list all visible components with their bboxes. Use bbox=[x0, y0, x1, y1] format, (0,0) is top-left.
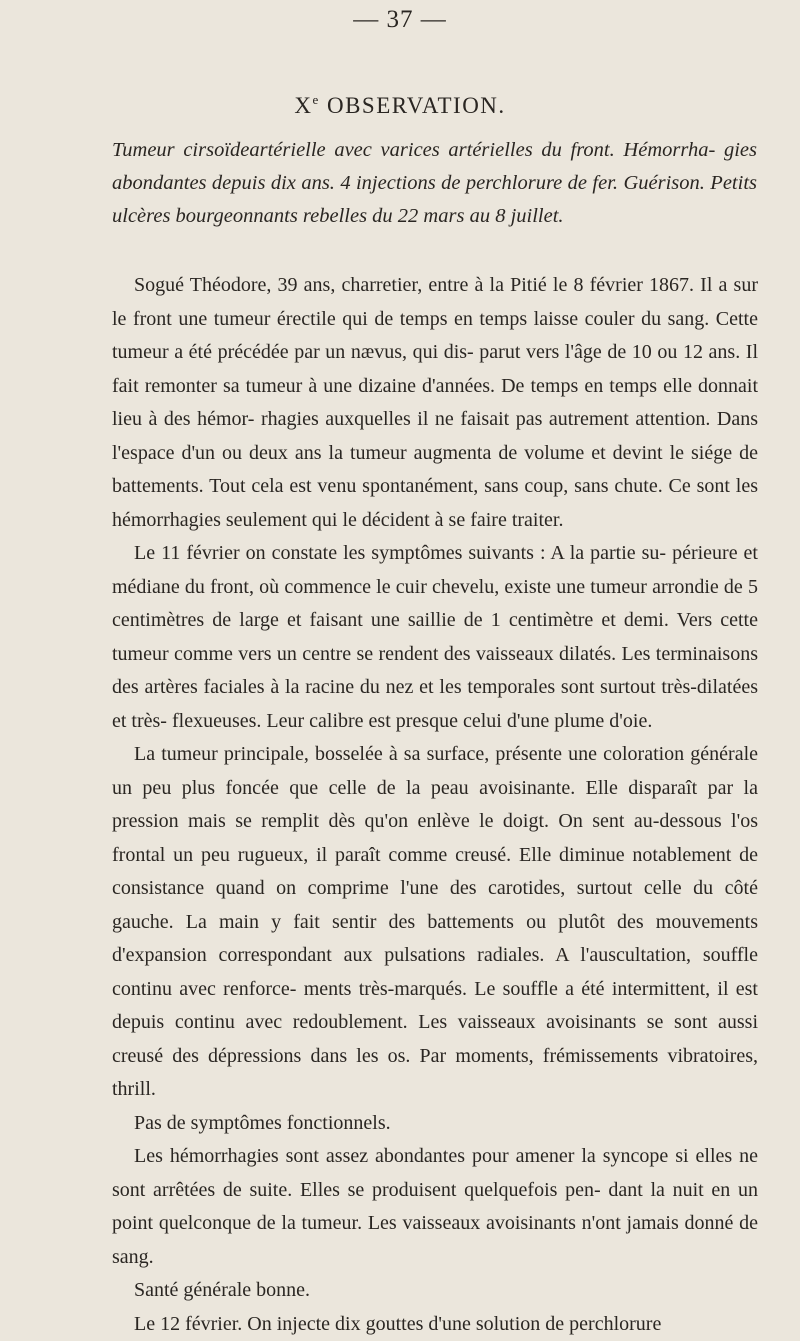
observation-heading bbox=[0, 92, 800, 119]
paragraph-symptoms: Pas de symptômes fonctionnels. bbox=[112, 1107, 758, 1141]
paragraph-tumor-description: La tumeur principale, bosselée à sa surface, présente une coloration générale un peu plus foncée que celle de la peau avoisinante. Elle disparaît par la pression mais se remplit dès qu'on enlève le doigt. On sent au-dessous l'os frontal un peu rugueux, il paraît comme creusé. Elle diminue notablement de consistance quand on comprime l'une des carotides, surtout celle du côté gauche. La main y fait sentir des battements ou plutôt des mouvements d'expansion correspondant aux pulsations radiales. A l'auscultation, souffle continu avec renforce- ments très-marqués. Le souffle a été intermittent, il est depuis continu avec redoublement. Les vaisseaux avoisinants se sont aussi creusé des dépressions dans les os. Par moments, frémissements vibratoires, thrill. bbox=[112, 738, 758, 1107]
paragraph-examination: Le 11 février on constate les symptômes suivants : A la partie su- périeure et médiane du front, où commence le cuir chevelu, existe une tumeur arrondie de 5 centimètres de large et faisant une saillie de 1 centimètre et demi. Vers cette tumeur comme vers un centre se rendent des vaisseaux dilatés. Les terminaisons des artères faciales à la racine du nez et les temporales sont surtout très-dilatées et très- flexueuses. Leur calibre est presque celui d'une plume d'oie. bbox=[112, 537, 758, 738]
observation-number: X bbox=[294, 93, 312, 118]
case-summary: Tumeur cirsoïdeartérielle avec varices artérielles du front. Hémorrha- gies abondantes depuis dix ans. 4 injections de perchlorure de fer. Guérison. Petits ulcères bourgeonnants rebelles du 22 mars au 8 juillet. bbox=[112, 134, 757, 233]
paragraph-injection: Le 12 février. On injecte dix gouttes d'une solution de perchlorure bbox=[112, 1308, 758, 1341]
paragraph-hemorrhages: Les hémorrhagies sont assez abondantes pour amener la syncope si elles ne sont arrêtées de suite. Elles se produisent quelquefois pen- dant la nuit en un point quelconque de la tumeur. Les vaisseaux avoisinants n'ont jamais donné de sang. bbox=[112, 1140, 758, 1274]
observation-superscript: e bbox=[312, 92, 319, 107]
paragraph-general-health: Santé générale bonne. bbox=[112, 1274, 758, 1308]
case-body bbox=[112, 269, 758, 1341]
page-number: — 37 — bbox=[0, 6, 800, 34]
observation-title: OBSERVATION. bbox=[327, 93, 506, 118]
paragraph-admission: Sogué Théodore, 39 ans, charretier, entre à la Pitié le 8 février 1867. Il a sur le front une tumeur érectile qui de temps en temps laisse couler du sang. Cette tumeur a été précédée par un nævus, qui dis- parut vers l'âge de 10 ou 12 ans. Il fait remonter sa tumeur à une dizaine d'années. De temps en temps elle donnait lieu à des hémor- rhagies auxquelles il ne faisait pas autrement attention. Dans l'espace d'un ou deux ans la tumeur augmenta de volume et devint le siége de battements. Tout cela est venu spontanément, sans coup, sans chute. Ce sont les hémorrhagies seulement qui le décident à se faire traiter. bbox=[112, 269, 758, 537]
